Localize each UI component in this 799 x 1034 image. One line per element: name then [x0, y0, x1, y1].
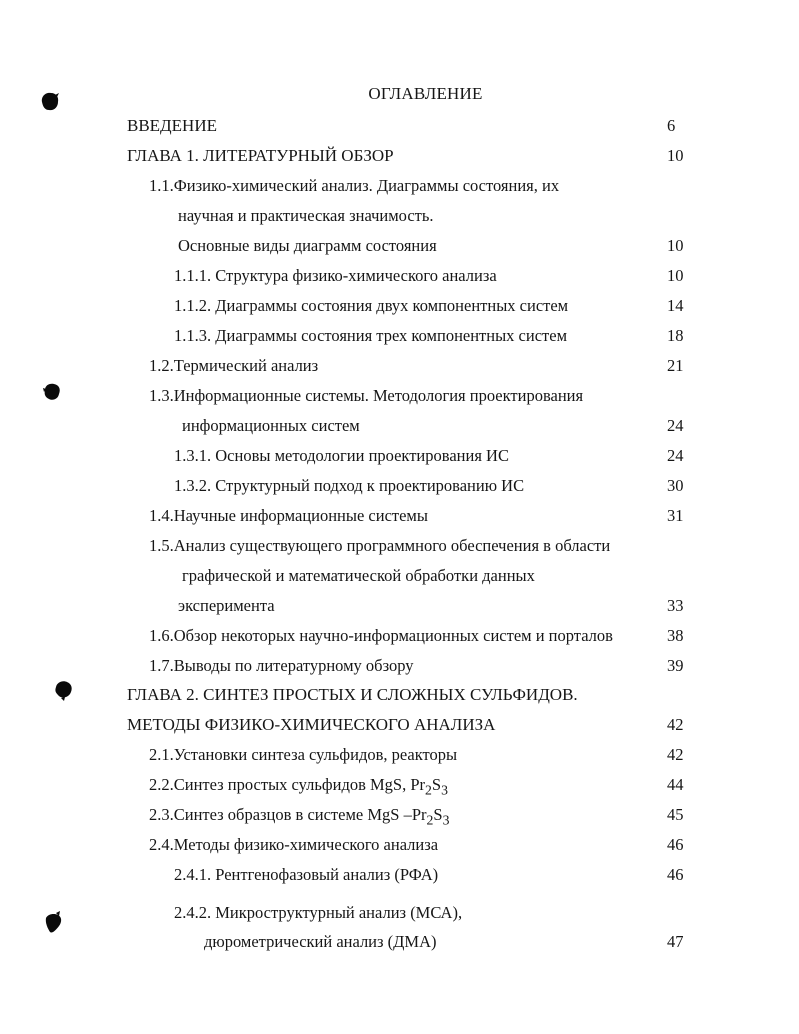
toc-entry-2-1: 2.1.Установки синтеза сульфидов, реакторы: [149, 745, 458, 764]
toc-entry-2-4-2: 2.4.2. Микроструктурный анализ (МСА),: [174, 903, 463, 922]
toc-page-number: 24: [667, 446, 684, 465]
toc-page-number: 42: [667, 715, 684, 734]
toc-page-number: 10: [667, 236, 684, 255]
toc-page-number: 18: [667, 326, 684, 345]
toc-page-number: 33: [667, 596, 684, 615]
formula-element: S: [433, 805, 443, 824]
toc-entry-1-6: 1.6.Обзор некоторых научно-информационных систем и порталов: [149, 626, 613, 645]
toc-entry-1-3: 1.3.Информационные системы. Методология проектирования: [149, 386, 584, 405]
toc-entry-1-1-2: 1.1.2. Диаграммы состояния двух компонентных систем: [174, 296, 569, 315]
toc-page-number: 24: [667, 416, 684, 435]
toc-entry-chapter-1: ГЛАВА 1. ЛИТЕРАТУРНЫЙ ОБЗОР: [127, 146, 394, 165]
toc-page-number: 46: [667, 835, 684, 854]
toc-entry-1-7: 1.7.Выводы по литературному обзору: [149, 656, 414, 675]
toc-entry-1-1-cont: научная и практическая значимость.: [178, 206, 434, 225]
punch-hole-mark: [52, 678, 76, 702]
toc-entry-1-1-1: 1.1.1. Структура физико-химического анализа: [174, 266, 497, 285]
subscript: 3: [441, 782, 448, 798]
subscript: 3: [442, 812, 450, 828]
toc-entry-1-5-cont: графической и математической обработки данных: [182, 566, 535, 585]
toc-entry-1-3-2: 1.3.2. Структурный подход к проектированию ИС: [174, 476, 525, 495]
subscript: 2: [426, 812, 434, 828]
toc-entry-introduction: ВВЕДЕНИЕ: [127, 116, 217, 135]
toc-page-number: 44: [667, 775, 684, 794]
toc-entry-chapter-2: ГЛАВА 2. СИНТЕЗ ПРОСТЫХ И СЛОЖНЫХ СУЛЬФИДОВ.: [127, 685, 578, 704]
toc-entry-2-3: [149, 805, 449, 830]
toc-page-number: 31: [667, 506, 684, 525]
toc-entry-1-1-cont: Основные виды диаграмм состояния: [178, 236, 437, 255]
toc-entry-1-1: 1.1.Физико-химический анализ. Диаграммы состояния, их: [149, 176, 560, 195]
toc-entry-2-2: [149, 775, 448, 800]
toc-entry-2-4-1: 2.4.1. Рентгенофазовый анализ (РФА): [174, 865, 439, 884]
toc-page-number: 46: [667, 865, 684, 884]
toc-title: ОГЛАВЛЕНИЕ: [368, 84, 483, 103]
toc-entry-1-5-cont: эксперимента: [178, 596, 275, 615]
punch-hole-mark: [38, 90, 62, 114]
toc-entry-1-1-3: 1.1.3. Диаграммы состояния трех компонентных систем: [174, 326, 568, 345]
toc-entry-1-3-1: 1.3.1. Основы методологии проектирования ИС: [174, 446, 509, 465]
toc-page-number: 14: [667, 296, 684, 315]
toc-page-number: 10: [667, 266, 684, 285]
formula-lead: 2.3.Синтез образцов в системе MgS –Pr: [149, 805, 427, 824]
formula-element: S: [431, 775, 442, 794]
toc-entry-chapter-2-cont: МЕТОДЫ ФИЗИКО-ХИМИЧЕСКОГО АНАЛИЗА: [127, 715, 496, 734]
punch-hole-mark: [42, 910, 66, 936]
toc-page-number: 47: [667, 932, 684, 951]
subscript: 2: [425, 782, 432, 798]
toc-page-number: 39: [667, 656, 684, 675]
toc-entry-2-4-2-cont: дюрометрический анализ (ДМА): [204, 932, 437, 951]
toc-page-number: 21: [667, 356, 684, 375]
toc-page-number: 38: [667, 626, 684, 645]
toc-page-number: 42: [667, 745, 684, 764]
toc-entry-2-4: 2.4.Методы физико-химического анализа: [149, 835, 439, 854]
formula-lead: 2.2.Синтез простых сульфидов MgS, Pr: [149, 775, 426, 794]
toc-page-number: 30: [667, 476, 684, 495]
toc-entry-1-2: 1.2.Термический анализ: [149, 356, 319, 375]
toc-entry-1-3-cont: информационных систем: [182, 416, 360, 435]
toc-page-number: 10: [667, 146, 684, 165]
toc-entry-1-5: 1.5.Анализ существующего программного обеспечения в области: [149, 536, 611, 555]
toc-page-number: 45: [667, 805, 684, 824]
toc-page-number: 6: [667, 116, 676, 135]
punch-hole-mark: [40, 380, 64, 404]
toc-entry-1-4: 1.4.Научные информационные системы: [149, 506, 428, 525]
